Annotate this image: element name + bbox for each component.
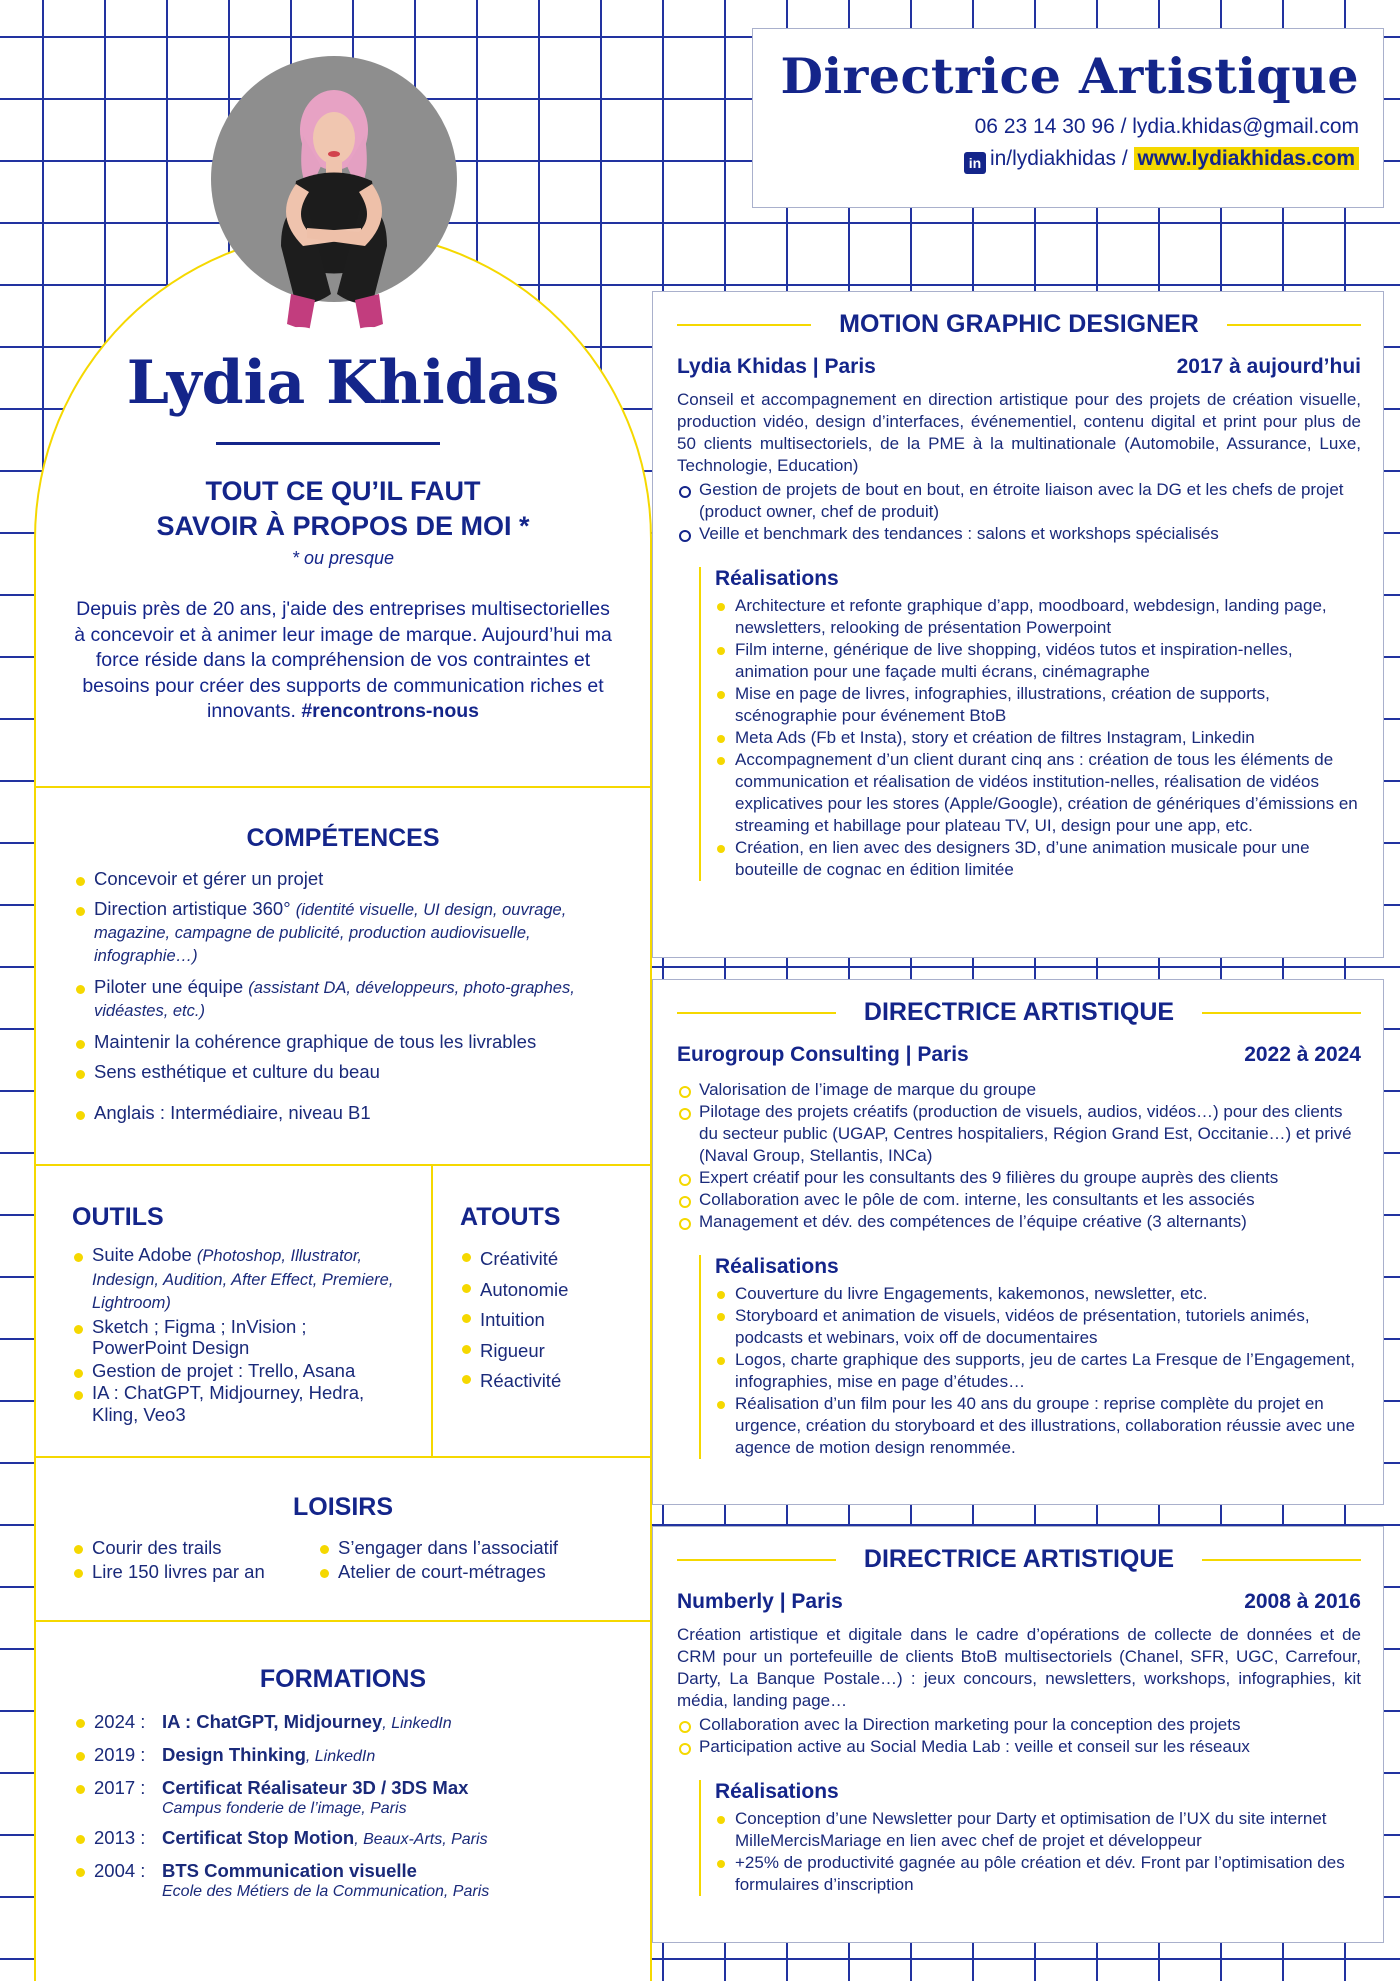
- outils-list: [72, 1244, 402, 1426]
- linkedin-link[interactable]: in/lydiakhidas /: [989, 147, 1128, 170]
- list-item: [74, 1061, 594, 1082]
- experience-dates: 2008 à 2016: [1244, 1590, 1361, 1613]
- loisir-item: Lire 150 livres par an: [72, 1560, 265, 1584]
- experience-bullet: Collaboration avec le pôle de com. interne, les consultants et les associés: [677, 1189, 1361, 1211]
- formation-title: Certificat Stop Motion: [162, 1827, 355, 1848]
- experience-intro: Création artistique et digitale dans le cadre d’opérations de collecte de données et de CRM pour un portefeuille de clients BtoB multisectoriels (Chanel, SFR, UGC, Carrefour, Darty, La Banque Postale…) : jeux concours, newsletters, workshops, infographies, kit média, landing page…: [677, 1625, 1361, 1710]
- list-item: [74, 898, 594, 967]
- item-text: Piloter une équipe: [94, 976, 244, 997]
- loisirs-title: LOISIRS: [292, 1493, 393, 1521]
- item-text: Anglais : Intermédiaire, niveau B1: [94, 1102, 371, 1123]
- atout-item: Créativité: [460, 1244, 568, 1275]
- formation-place: , LinkedIn: [305, 1748, 376, 1765]
- experience-bullet: Gestion de projets de bout en bout, en étroite liaison avec la DG et les chefs de projet (product owner, chef de produit): [677, 479, 1361, 523]
- experience-bullet: Pilotage des projets créatifs (production de visuels, audios, vidéos…) pour des clients du secteur public (UGAP, Centres hospitaliers, Région Grand Est, Occitanie…) et privé (Naval Group, Stellantis, INCa): [677, 1101, 1361, 1167]
- formation-subtitle: Campus fonderie de l’image, Paris: [162, 1800, 407, 1817]
- formation-item: [74, 1776, 634, 1818]
- about-heading-line-2: SAVOIR À PROPOS DE MOI *: [156, 511, 530, 541]
- atouts-list: [460, 1244, 568, 1397]
- experience-dates: 2017 à aujourd’hui: [1176, 355, 1361, 378]
- realisation-item: Meta Ads (Fb et Insta), story et création de filtres Instagram, Linkedin: [715, 727, 1361, 749]
- experience-bullet: Participation active au Social Media Lab : veille et conseil sur les réseaux: [677, 1736, 1361, 1758]
- formation-item: [74, 1859, 634, 1901]
- list-item: [72, 1244, 402, 1315]
- realisations-title: Réalisations: [715, 1780, 839, 1803]
- about-heading-line-1: TOUT CE QU’IL FAUT: [205, 476, 481, 506]
- realisations-list: [715, 1283, 1361, 1459]
- experience-bullet: Collaboration avec la Direction marketing pour la conception des projets: [677, 1714, 1361, 1736]
- formation-item: [74, 1826, 634, 1851]
- list-item: [72, 1316, 402, 1359]
- experience-company-row: [677, 1043, 1361, 1067]
- atouts-title: ATOUTS: [460, 1203, 561, 1231]
- linkedin-icon[interactable]: in: [964, 152, 986, 174]
- loisir-item: S’engager dans l’associatif: [318, 1536, 558, 1560]
- title-rule-right: [1227, 324, 1361, 326]
- realisation-item: Film interne, générique de live shopping, vidéos tutos et inspiration-nelles, animation pour une façade multi écrans, cinémagraphe: [715, 639, 1361, 683]
- formation-detail: [162, 1743, 375, 1768]
- experience-title: DIRECTRICE ARTISTIQUE: [863, 998, 1175, 1026]
- experience-company-row: [677, 1590, 1361, 1614]
- formation-item: [74, 1743, 634, 1768]
- item-text: Suite Adobe: [92, 1244, 192, 1265]
- loisir-item: Atelier de court-métrages: [318, 1560, 558, 1584]
- experience-title-row: [677, 998, 1361, 1027]
- experience-title: DIRECTRICE ARTISTIQUE: [863, 1545, 1175, 1573]
- formation-place: , Beaux-Arts, Paris: [354, 1831, 488, 1848]
- item-detail: (identité visuelle, UI design, ouvrage, magazine, campagne de publicité, production audiovisuelle, infographie…): [94, 901, 567, 965]
- title-rule-right: [1202, 1012, 1361, 1014]
- experience-bullet: Valorisation de l’image de marque du groupe: [677, 1079, 1361, 1101]
- experience-bullet: Management et dév. des compétences de l’équipe créative (3 alternants): [677, 1211, 1361, 1233]
- item-text: Maintenir la cohérence graphique de tous les livrables: [94, 1031, 537, 1052]
- name-divider: [216, 442, 440, 445]
- realisation-item: Storyboard et animation de visuels, vidéos de présentation, tutoriels animés, podcasts et webinars, voix off de documentaires: [715, 1305, 1361, 1349]
- experience-company-row: [677, 355, 1361, 379]
- experience-dates: 2022 à 2024: [1244, 1043, 1361, 1066]
- atout-item: Intuition: [460, 1305, 568, 1336]
- formation-title: IA : ChatGPT, Midjourney: [162, 1711, 383, 1732]
- job-title: Directrice Artistique: [780, 47, 1359, 105]
- title-rule-left: [677, 1012, 836, 1014]
- formation-item: [74, 1710, 634, 1735]
- divider-outils: [34, 1164, 652, 1166]
- loisirs-list-2: [318, 1536, 558, 1584]
- experience-title: MOTION GRAPHIC DESIGNER: [839, 310, 1199, 338]
- competences-list: [74, 868, 594, 1132]
- experience-company: Numberly | Paris: [677, 1590, 843, 1613]
- experience-bullet: Expert créatif pour les consultants des 9 filières du groupe auprès des clients: [677, 1167, 1361, 1189]
- experience-intro: Conseil et accompagnement en direction artistique pour des projets de création visuelle, production vidéo, design d’interfaces, événementiel, contenu digital et print pour plus de 50 clients multisectoriels, de la PME à la multinationale (Automobile, Assurance, Luxe, Technologie, Education): [677, 390, 1361, 475]
- formation-year: 2013 :: [94, 1827, 146, 1848]
- experience-bullets: [677, 479, 1361, 545]
- divider-formations: [34, 1620, 652, 1622]
- experience-title-row: [677, 310, 1361, 339]
- linkedin-row: [753, 147, 1359, 174]
- about-subtitle: * ou presque: [291, 548, 395, 568]
- competences-title: COMPÉTENCES: [246, 824, 440, 852]
- about-text: Depuis près de 20 ans, j'aide des entreprises multisectorielles à concevoir et à animer leur image de marque. Aujourd’hui ma force réside dans la compréhension de vos contraintes et besoins pour créer des supports de communication riches et innovants.: [74, 598, 612, 722]
- realisation-item: Conception d’une Newsletter pour Darty et optimisation de l’UX du site internet MilleMercisMariage en lien avec chef de projet et développeur: [715, 1808, 1361, 1852]
- experience-card: [652, 1526, 1384, 1943]
- formation-title: BTS Communication visuelle: [162, 1860, 417, 1881]
- formation-year: 2004 :: [94, 1860, 146, 1881]
- item-text: Sens esthétique et culture du beau: [94, 1061, 380, 1082]
- formation-year: 2019 :: [94, 1744, 146, 1765]
- list-item: [74, 1031, 594, 1052]
- formation-detail: [162, 1710, 452, 1735]
- header-card: [752, 28, 1384, 208]
- divider-competences: [34, 786, 652, 788]
- realisations-list: [715, 595, 1361, 881]
- realisations-block: [699, 1780, 1361, 1896]
- realisations-list: [715, 1808, 1361, 1896]
- atout-item: Rigueur: [460, 1336, 568, 1367]
- realisation-item: Logos, charte graphique des supports, jeu de cartes La Fresque de l’Engagement, infographies, mise en page d’études…: [715, 1349, 1361, 1393]
- formation-title: Design Thinking: [162, 1744, 306, 1765]
- phone-email[interactable]: 06 23 14 30 96 / lydia.khidas@gmail.com: [974, 115, 1359, 138]
- realisation-item: Réalisation d’un film pour les 40 ans du groupe : reprise complète du projet en urgence, création du storyboard et des illustrations, collaboration réussie avec une agence de motion design renommée.: [715, 1393, 1361, 1459]
- list-item: [72, 1382, 402, 1425]
- list-item: [74, 976, 594, 1022]
- title-rule-left: [677, 324, 811, 326]
- title-rule-right: [1202, 1559, 1361, 1561]
- item-detail: (assistant DA, développeurs, photo-graphes, vidéastes, etc.): [94, 979, 575, 1020]
- item-detail: (Photoshop, Illustrator, Indesign, Audition, After Effect, Premiere, Lightroom): [92, 1247, 394, 1312]
- formation-detail: [162, 1859, 489, 1901]
- list-item: [74, 1102, 594, 1123]
- experience-card: [652, 291, 1384, 958]
- loisirs-list-1: [72, 1536, 265, 1584]
- full-name: Lydia Khidas: [126, 348, 560, 418]
- formations-title: FORMATIONS: [259, 1665, 427, 1693]
- divider-outils-atouts: [431, 1164, 433, 1456]
- realisations-title: Réalisations: [715, 567, 839, 590]
- title-rule-left: [677, 1559, 836, 1561]
- experience-card: [652, 979, 1384, 1505]
- list-item: [74, 868, 594, 889]
- realisations-block: [699, 1255, 1361, 1459]
- formations-list: [74, 1710, 634, 1909]
- realisation-item: Accompagnement d’un client durant cinq ans : création de tous les éléments de communication et réalisation de vidéos institution-nelles, réalisation de vidéos explicatives pour les stores (Apple/Google), création de génériques d’émissions en streaming et habillage pour plateau TV, UI, design pour une app, etc.: [715, 749, 1361, 837]
- about-heading: [34, 474, 652, 544]
- realisation-item: +25% de productivité gagnée au pôle création et dév. Front par l’optimisation des formulaires d’inscription: [715, 1852, 1361, 1896]
- item-text: Sketch ; Figma ; InVision ; PowerPoint Design: [92, 1315, 307, 1358]
- divider-loisirs: [34, 1456, 652, 1458]
- formation-subtitle: Ecole des Métiers de la Communication, Paris: [162, 1883, 490, 1900]
- item-text: IA : ChatGPT, Midjourney, Hedra, Kling, Veo3: [92, 1382, 365, 1425]
- formation-year: 2017 :: [94, 1777, 146, 1798]
- formation-detail: [162, 1826, 488, 1851]
- about-paragraph: [70, 597, 616, 725]
- experience-bullet: Veille et benchmark des tendances : salons et workshops spécialisés: [677, 523, 1361, 545]
- item-text: Direction artistique 360°: [94, 898, 291, 919]
- experience-company: Eurogroup Consulting | Paris: [677, 1043, 969, 1066]
- realisation-item: Architecture et refonte graphique d’app, moodboard, webdesign, landing page, newsletters, relooking de présentation Powerpoint: [715, 595, 1361, 639]
- experience-title-row: [677, 1545, 1361, 1574]
- formation-title: Certificat Réalisateur 3D / 3DS Max: [162, 1777, 469, 1798]
- realisation-item: Création, en lien avec des designers 3D, d’une animation musicale pour une bouteille de cognac en édition limitée: [715, 837, 1361, 881]
- item-text: Gestion de projet : Trello, Asana: [92, 1359, 356, 1381]
- atout-item: Autonomie: [460, 1275, 568, 1306]
- atout-item: Réactivité: [460, 1366, 568, 1397]
- formation-place: , LinkedIn: [382, 1715, 452, 1732]
- experience-bullets: [677, 1079, 1361, 1233]
- about-hashtag: #rencontrons-nous: [301, 700, 479, 722]
- realisations-title: Réalisations: [715, 1255, 839, 1278]
- formation-year: 2024 :: [94, 1711, 146, 1732]
- realisation-item: Couverture du livre Engagements, kakemonos, newsletter, etc.: [715, 1283, 1361, 1305]
- loisir-item: Courir des trails: [72, 1536, 265, 1560]
- list-item: [72, 1360, 402, 1382]
- item-text: Concevoir et gérer un projet: [94, 868, 324, 889]
- website-link[interactable]: www.lydiakhidas.com: [1134, 147, 1359, 170]
- experience-bullets: [677, 1714, 1361, 1758]
- realisation-item: Mise en page de livres, infographies, illustrations, création de supports, scénographie pour événement BtoB: [715, 683, 1361, 727]
- experience-company: Lydia Khidas | Paris: [677, 355, 876, 378]
- realisations-block: [699, 567, 1361, 881]
- profile-photo: [211, 56, 457, 302]
- formation-detail: [162, 1776, 468, 1818]
- outils-title: OUTILS: [72, 1203, 164, 1231]
- portrait-illustration: [211, 56, 457, 376]
